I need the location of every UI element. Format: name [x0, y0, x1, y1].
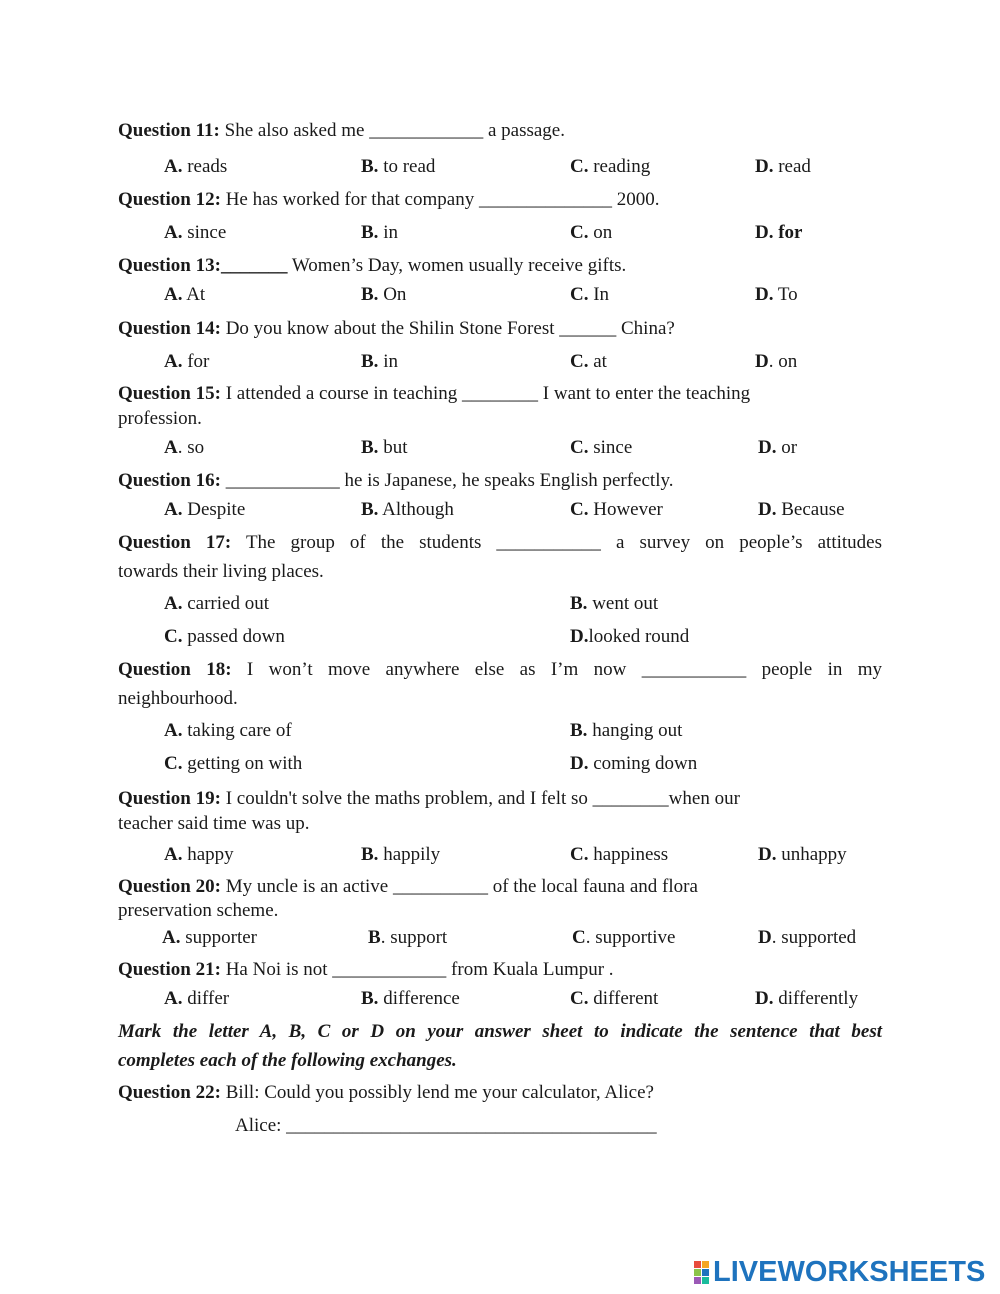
- option-d[interactable]: D. differently: [755, 988, 859, 1009]
- question-17: [118, 531, 882, 555]
- option-b[interactable]: B. hanging out: [570, 720, 683, 741]
- question-20-continued: preservation scheme.: [118, 900, 279, 921]
- option-b[interactable]: B. support: [368, 927, 448, 948]
- option-a[interactable]: A. supporter: [162, 927, 257, 948]
- option-d[interactable]: D. supported: [758, 927, 857, 948]
- liveworksheets-logo: [694, 1256, 985, 1289]
- option-b[interactable]: B. in: [361, 222, 398, 243]
- question-label: Question 20:: [118, 876, 221, 897]
- option-d[interactable]: D. To: [755, 284, 798, 305]
- question-21: [118, 958, 614, 982]
- option-b[interactable]: B. On: [361, 284, 407, 305]
- option-c[interactable]: C. reading: [570, 156, 651, 177]
- question-text: She also asked me ____________ a passage.: [224, 120, 565, 141]
- question-15-continued: profession.: [118, 408, 202, 429]
- question-text: Bill: Could you possibly lend me your calculator, Alice?: [225, 1082, 654, 1103]
- option-a[interactable]: A. so: [164, 437, 205, 458]
- question-text: Do you know about the Shilin Stone Forest ______ China?: [225, 318, 675, 339]
- option-c[interactable]: C. at: [570, 351, 607, 372]
- option-a[interactable]: A. differ: [164, 988, 230, 1009]
- question-label: Question 21:: [118, 959, 221, 980]
- option-c[interactable]: C. passed down: [164, 626, 285, 647]
- section-instruction-continued: completes each of the following exchanges.: [118, 1050, 457, 1071]
- logo-grid-icon: [694, 1261, 709, 1284]
- option-c[interactable]: C. happiness: [570, 844, 669, 865]
- option-b[interactable]: B. Although: [361, 499, 454, 520]
- option-c[interactable]: C. In: [570, 284, 610, 305]
- question-text: I couldn't solve the maths problem, and I felt so ________when our: [225, 788, 740, 809]
- question-22: [118, 1081, 654, 1105]
- question-19: [118, 787, 740, 811]
- question-17-continued: towards their living places.: [118, 561, 324, 582]
- question-text: ____________ he is Japanese, he speaks English perfectly.: [225, 470, 674, 491]
- question-text: Ha Noi is not ____________ from Kuala Lumpur .: [225, 959, 614, 980]
- question-13: [118, 254, 626, 278]
- question-label: Question 15:: [118, 383, 221, 404]
- option-c[interactable]: C. getting on with: [164, 753, 303, 774]
- question-text: The group of the students ___________ a survey on people’s attitudes: [245, 532, 882, 553]
- option-a[interactable]: A. Despite: [164, 499, 246, 520]
- question-text: He has worked for that company ______________ 2000.: [225, 189, 660, 210]
- question-18-continued: neighbourhood.: [118, 688, 238, 709]
- section-instruction: Mark the letter A, B, C or D on your answer sheet to indicate the sentence that best: [118, 1021, 882, 1042]
- option-a[interactable]: A. happy: [164, 844, 234, 865]
- question-label: Question 14:: [118, 318, 221, 339]
- option-b[interactable]: B. to read: [361, 156, 436, 177]
- question-19-continued: teacher said time was up.: [118, 813, 310, 834]
- option-a[interactable]: A. since: [164, 222, 227, 243]
- option-a[interactable]: A. taking care of: [164, 720, 292, 741]
- question-text: My uncle is an active __________ of the local fauna and flora: [225, 876, 698, 897]
- question-label: Question 16:: [118, 470, 221, 491]
- question-text: Women’s Day, women usually receive gifts.: [287, 255, 627, 276]
- option-c[interactable]: C. since: [570, 437, 633, 458]
- option-d[interactable]: D. or: [758, 437, 798, 458]
- option-a[interactable]: A. carried out: [164, 593, 269, 614]
- question-15: [118, 382, 750, 406]
- logo-text: LIVEWORKSHEETS: [713, 1256, 986, 1288]
- answer-reply-line[interactable]: Alice: _______________________________________: [235, 1115, 657, 1136]
- option-a[interactable]: A. for: [164, 351, 210, 372]
- option-b[interactable]: B. but: [361, 437, 408, 458]
- option-d[interactable]: D. on: [755, 351, 798, 372]
- option-d[interactable]: D. Because: [758, 499, 845, 520]
- option-b[interactable]: B. went out: [570, 593, 659, 614]
- option-b[interactable]: B. difference: [361, 988, 460, 1009]
- question-label: Question 22:: [118, 1082, 221, 1103]
- question-label: Question 11:: [118, 120, 220, 141]
- question-label: Question 17:: [118, 532, 232, 553]
- option-d[interactable]: D. for: [755, 222, 803, 243]
- question-label: Question 13:: [118, 255, 221, 276]
- option-d[interactable]: D.looked round: [570, 626, 690, 647]
- question-11: [118, 119, 565, 143]
- question-label: Question 19:: [118, 788, 221, 809]
- question-20: [118, 875, 698, 899]
- option-b[interactable]: B. in: [361, 351, 398, 372]
- question-blank: _______: [220, 255, 288, 276]
- question-12: [118, 188, 659, 212]
- option-d[interactable]: D. unhappy: [758, 844, 847, 865]
- option-d[interactable]: D. coming down: [570, 753, 698, 774]
- option-c[interactable]: C. However: [570, 499, 663, 520]
- option-b[interactable]: B. happily: [361, 844, 441, 865]
- question-text: I won’t move anywhere else as I’m now ___________ people in my: [246, 659, 883, 680]
- question-14: [118, 317, 675, 341]
- question-16: [118, 469, 674, 493]
- question-label: Question 12:: [118, 189, 221, 210]
- option-c[interactable]: C. different: [570, 988, 659, 1009]
- option-d[interactable]: D. read: [755, 156, 811, 177]
- question-label: Question 18:: [118, 659, 232, 680]
- option-a[interactable]: A. At: [164, 284, 206, 305]
- question-18: [118, 658, 882, 682]
- option-c[interactable]: C. supportive: [572, 927, 676, 948]
- option-a[interactable]: A. reads: [164, 156, 228, 177]
- question-text: I attended a course in teaching ________ I want to enter the teaching: [225, 383, 751, 404]
- option-c[interactable]: C. on: [570, 222, 613, 243]
